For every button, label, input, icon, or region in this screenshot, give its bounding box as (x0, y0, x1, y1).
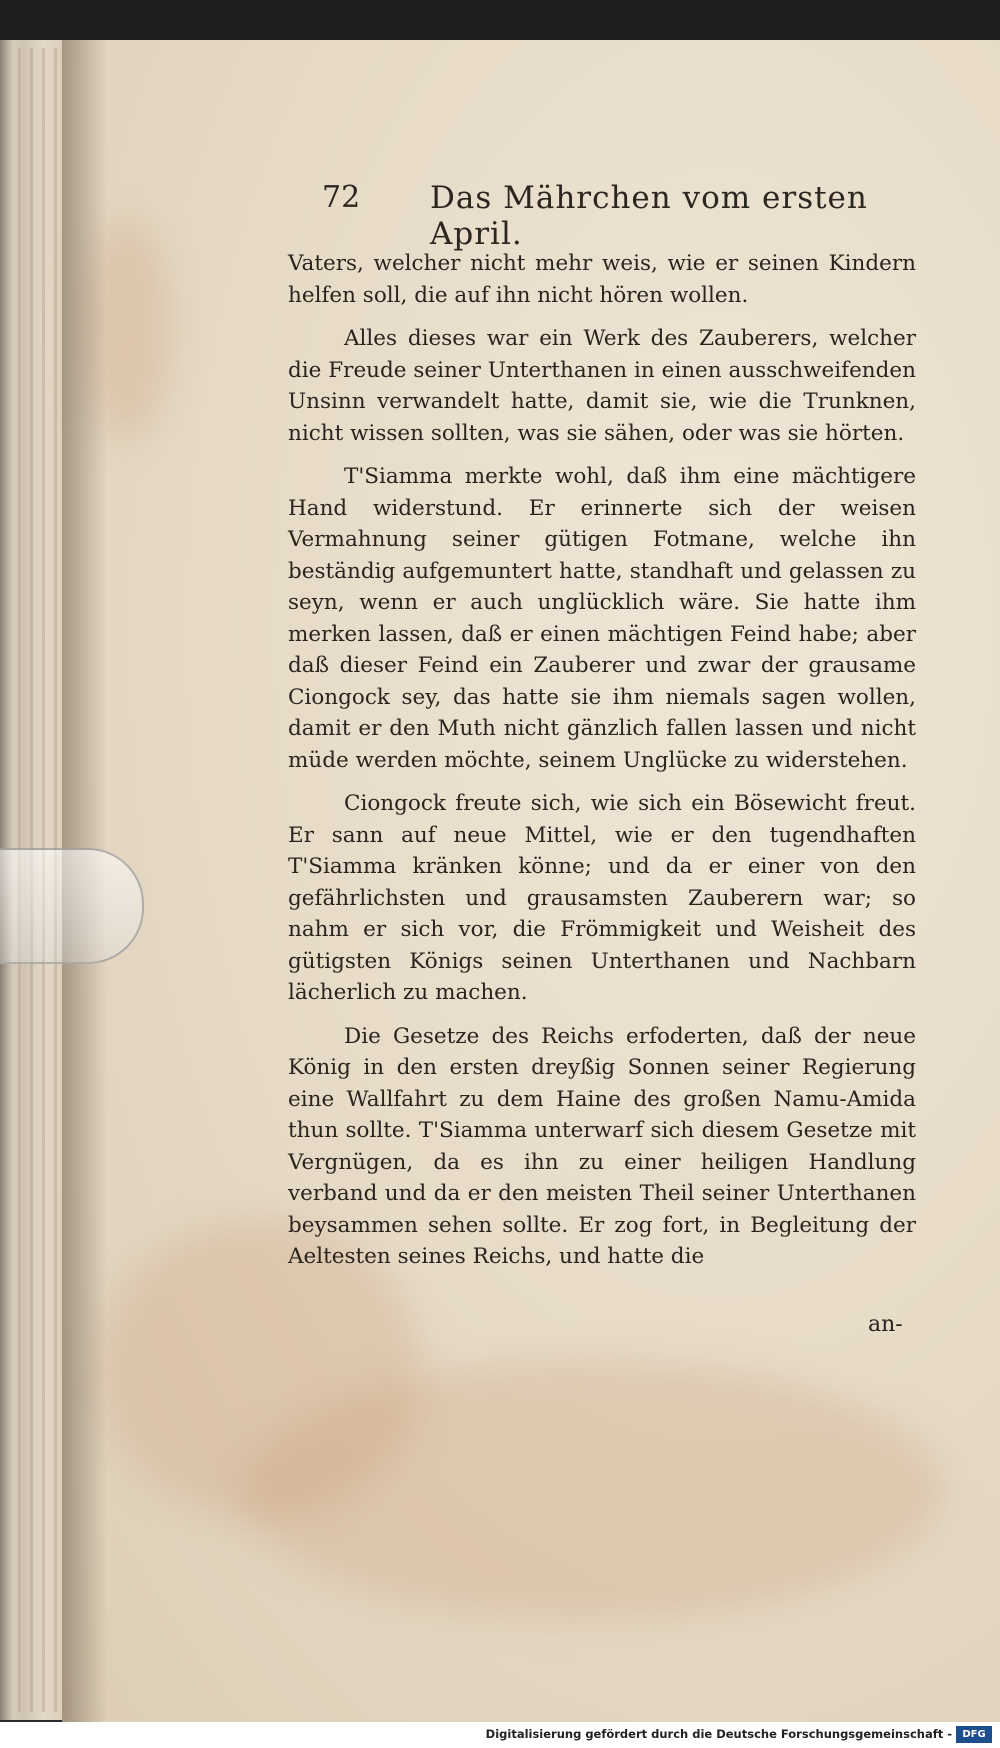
paragraph: Die Gesetze des Reichs erfoderten, daß der neue König in den ersten dreyßig Sonnen seiner Regierung eine Wallfahrt zu dem Haine des großen Namu-Amida thun sollte. T'Siamma unterwarf sich diesem Gesetze mit Vergnügen, da es ihn zu einer heiligen Handlung verband und da er den meisten Theil seiner Unterthanen beysammen sehen sollte. Er zog fort, in Begleitung der Aeltesten seines Reichs, und hatte die (288, 1023, 916, 1269)
paragraph: Alles dieses war ein Werk des Zauberers, welcher die Freude seiner Unterthanen in einen ausschweifenden Unsinn verwandelt hatte, damit sie, wie die Trunknen, nicht wissen sollten, was sie sähen, oder was sie hörten. (288, 326, 916, 446)
dfg-logo: DFG (956, 1726, 992, 1743)
catchword: an- (868, 1312, 903, 1337)
scan-background-top (0, 0, 1000, 44)
running-title: Das Mährchen vom ersten April. (430, 180, 868, 252)
paragraph: Ciongock freute sich, wie sich ein Bösewicht freut. Er sann auf neue Mittel, wie er den tugendhaften T'Siamma kränken könne; und da er einer von den gefährlichsten und grausamsten Zauberern war; so nahm er sich vor, die Frömmigkeit und Weisheit des gütigsten Königs seinen Unterthanen und Nachbarn lächerlich zu machen. (288, 791, 916, 1005)
page-number: 72 (322, 180, 361, 215)
page-header (322, 176, 882, 252)
paragraph: T'Siamma merkte wohl, daß ihm eine mächtigere Hand widerstund. Er erinnerte sich der weisen Vermahnung seiner gütigen Fotmane, welche ihn beständig aufgemuntert hatte, standhaft und gelassen zu seyn, wenn er auch unglücklich wäre. Sie hatte ihm merken lassen, daß er einen mächtigen Feind habe; aber daß dieser Feind ein Zauberer und zwar der grausame Ciongock sey, das hatte sie ihm niemals sagen wollen, damit er den Muth nicht gänzlich fallen lassen und nicht müde werden möchte, seinem Unglücke zu widerstehen. (288, 464, 916, 773)
body-text (288, 248, 916, 1285)
funding-credit: Digitalisierung gefördert durch die Deutsche Forschungsgemeinschaft - (485, 1727, 952, 1741)
digitization-footer (0, 1722, 1000, 1748)
water-stain (242, 1360, 942, 1620)
paragraph: Vaters, welcher nicht mehr weis, wie er seinen Kindern helfen soll, die auf ihn nicht hören wollen. (288, 251, 916, 308)
page-clip (0, 848, 144, 964)
